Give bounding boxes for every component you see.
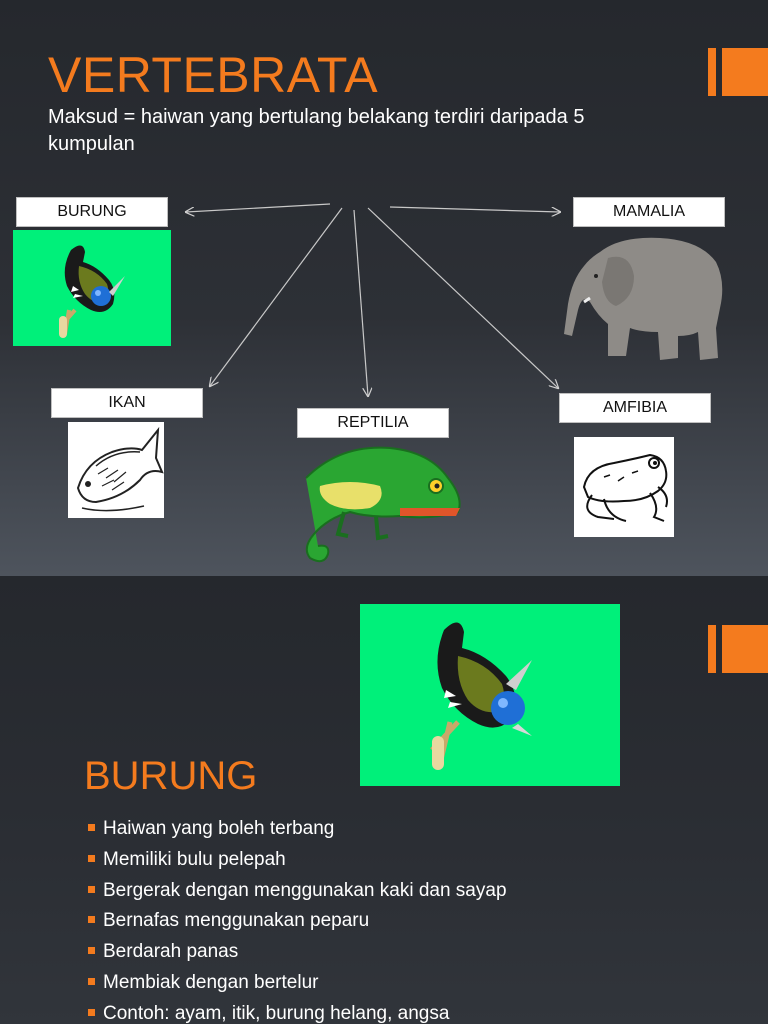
elephant-icon bbox=[560, 232, 728, 364]
label-mamalia: MAMALIA bbox=[573, 197, 725, 227]
label-amfibia: AMFIBIA bbox=[559, 393, 711, 423]
slide-burung bbox=[0, 576, 768, 1024]
bullet-icon bbox=[88, 916, 95, 923]
bird-icon bbox=[360, 604, 620, 786]
bullet-icon bbox=[88, 886, 95, 893]
fish-icon bbox=[68, 422, 164, 518]
label-burung: BURUNG bbox=[16, 197, 168, 227]
list-item: Bernafas menggunakan peparu bbox=[88, 906, 507, 937]
slide-title: BURUNG bbox=[84, 754, 258, 798]
bullet-list bbox=[88, 814, 507, 1024]
label-ikan: IKAN bbox=[51, 388, 203, 418]
label-reptilia: REPTILIA bbox=[297, 408, 449, 438]
bird-icon bbox=[13, 230, 171, 346]
chameleon-icon bbox=[280, 438, 470, 570]
bullet-icon bbox=[88, 978, 95, 985]
bullet-icon bbox=[88, 855, 95, 862]
slide-subtitle: Maksud = haiwan yang bertulang belakang terdiri daripada 5 kumpulan bbox=[48, 106, 585, 155]
list-item: Contoh: ayam, itik, burung helang, angsa bbox=[88, 999, 507, 1024]
list-item: Memiliki bulu pelepah bbox=[88, 845, 507, 876]
list-item: Haiwan yang boleh terbang bbox=[88, 814, 507, 845]
bullet-icon bbox=[88, 1009, 95, 1016]
frog-icon bbox=[574, 437, 674, 537]
list-item: Membiak dengan bertelur bbox=[88, 968, 507, 999]
bullet-icon bbox=[88, 824, 95, 831]
list-item: Berdarah panas bbox=[88, 937, 507, 968]
list-item: Bergerak dengan menggunakan kaki dan sayap bbox=[88, 876, 507, 907]
accent-bars bbox=[708, 625, 768, 673]
slide-title: VERTEBRATA bbox=[48, 47, 379, 103]
bullet-icon bbox=[88, 947, 95, 954]
